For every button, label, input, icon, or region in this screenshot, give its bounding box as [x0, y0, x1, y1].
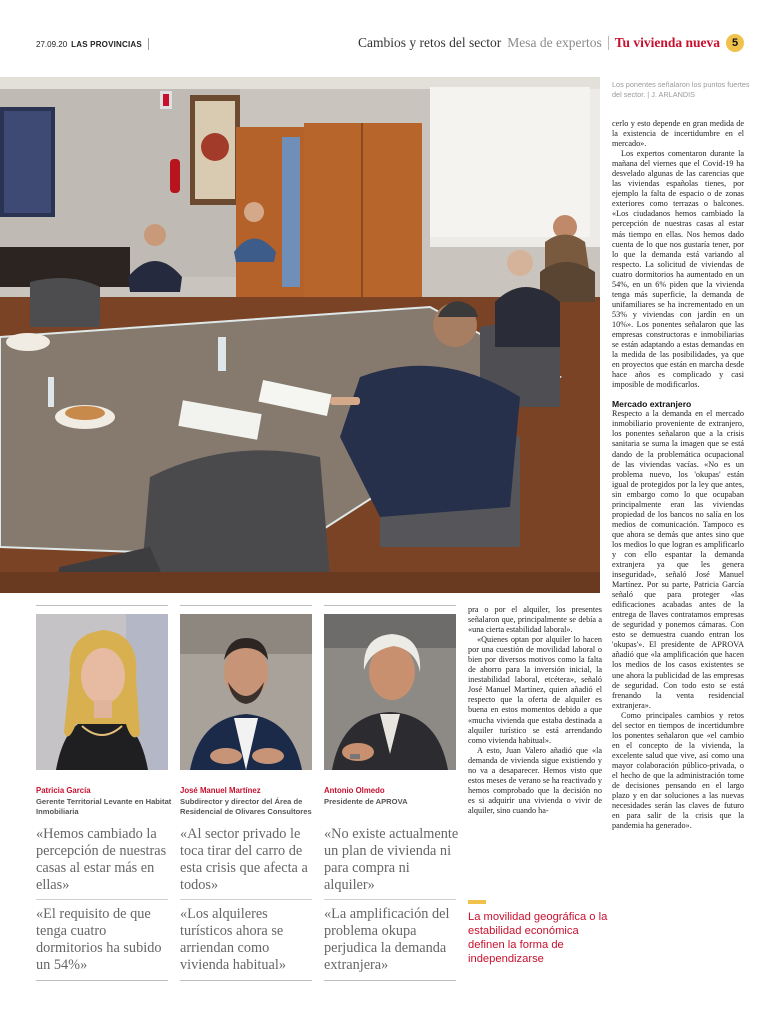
speaker-quote: «Hemos cambiado la percepción de nuestras casas al estar más en ellas»	[36, 826, 167, 893]
speaker-role: Subdirector y director del Área de Residencial de Olivares Consultores	[180, 797, 312, 816]
issue-date: 27.09.20	[36, 39, 68, 49]
speaker-quote: «Al sector privado le toca tirar del carro de esta crisis que afecta a todos»	[180, 826, 308, 893]
column-bottom-rule	[324, 980, 456, 981]
main-photo-meeting	[0, 77, 600, 593]
page-number: 5	[726, 34, 744, 52]
subsection-title: Mesa de expertos	[507, 35, 602, 50]
column-top-rule	[180, 605, 312, 606]
column-top-rule	[324, 605, 456, 606]
portrait-illustration	[36, 614, 168, 770]
quote-divider	[36, 899, 168, 900]
header-divider	[608, 36, 609, 50]
article-paragraph: pra o por el alquiler, los presentes señalaron que, principalmente se debía a «una cierta estabilidad laboral».	[468, 605, 602, 635]
article-paragraph: cerlo y esto depende en gran medida de la existencia de incertidumbre en el mercado».	[612, 119, 744, 149]
photo-credit: J. ARLANDIS	[651, 90, 696, 99]
column-top-rule	[36, 605, 168, 606]
photo-caption	[612, 80, 752, 100]
newspaper-name: LAS PROVINCIAS	[71, 39, 142, 49]
portrait-illustration	[324, 614, 456, 770]
supplement-title: Tu vivienda nueva	[614, 35, 720, 50]
section-title: Cambios y retos del sector	[358, 35, 502, 50]
page-header-left	[36, 38, 149, 50]
column-bottom-rule	[180, 980, 312, 981]
meeting-room-illustration	[0, 77, 600, 593]
portrait-patricia-garcia	[36, 614, 168, 770]
portrait-jose-manuel-martinez	[180, 614, 312, 770]
article-paragraph: Como principales cambios y retos del sector en tiempos de incertidumbre los ponentes señalaron que «el cambio en el concepto de la vivienda, la excelente salud que vive, así como una mayor colaboración público-privada, o el hecho de que la administración tome de decisiones pensando en el largo plazo y en dar soluciones a las nuevas necesidades serán las claves de futuro en para salir de la crisis que la pandemia ha generado».	[612, 710, 744, 831]
article-paragraph: A esto, Juan Valero añadió que «la demanda de vivienda sigue existiendo y no va a desaparecer. Hemos visto que estos meses de verano se ha reactivado y hemos comprobado que la decisión no es si adquirir una vivienda o vivir de alquiler, sino cuando ha-	[468, 745, 602, 815]
portrait-illustration	[180, 614, 312, 770]
caption-text: Los ponentes señalaron los puntos fuertes del sector.	[612, 80, 750, 99]
article-paragraph: Respecto a la demanda en el mercado inmobiliario proveniente de extranjero, los ponentes señalaron que a la crisis sanitaria se suma la imagen que se está dando de la problemática ocupacional de las viviendas vacías. «No es un problema nuevo, los 'okupas' están igual de protegidos por la ley que antes, sin embargo como lo que ocupaban principalmente eran las viviendas propiedad de los bancos no salía en los medios de comunicación. Tampoco es que ahora se demás que antes sino que los medios lo que logran es amplificarlo y con ello espantar la demanda extranjera ya que les genera inseguridad», señaló José Manuel Martínez. Por su parte, Patricia García señaló que para proteger «las edificaciones acabadas antes de la entrega de llaves contratamos empresas de seguridad y ponemos cámaras. Con esto se demuestra cuando entran los 'okupas'». El presidente de APROVA añadió que «la amplificación que hacen los medios de los casos existentes se une ahora la publicidad de las empresas de seguridad. Con todo esto se está frenando la venta residencial extranjera».	[612, 409, 744, 710]
speaker-name: Antonio Olmedo	[324, 786, 385, 795]
article-column-middle	[468, 605, 602, 816]
speaker-quote: «La amplificación del problema okupa perjudica la demanda extranjera»	[324, 906, 450, 973]
speaker-quote: «Los alquileres turísticos ahora se arriendan como vivienda habitual»	[180, 906, 287, 973]
speaker-name: Patricia García	[36, 786, 91, 795]
speaker-role: Gerente Territorial Levante en Habitat Inmobiliaria	[36, 797, 172, 816]
article-paragraph: «Quienes optan por alquiler lo hacen por una cuestión de movilidad laboral o bien por diversos motivos como la falta de ahorro para la inversión inicial, la inestabilidad laboral, etcétera», señaló José Manuel Martínez, quien añadió el respecto que la oferta de alquiler es buena en estos momentos debido a que «mucha vivienda que estaba destinada a alquiler turístico se está arrendando como vivienda habitual».	[468, 635, 602, 745]
header-divider	[148, 38, 149, 50]
article-paragraph: Los expertos comentaron durante la mañana del viernes que el Covid-19 ha desvelado algunas de las carencias que las viviendas españolas tienes, por ejemplo la falta de espacio o de zonas exteriores como terrazas o balcones. «Los ciudadanos hemos cambiado la percepción de nuestras casas al estar más tiempo en ellas. Nos hemos dado cuenta de lo que nos gustaría tener, por lo que la demanda está variando al respecto. La solicitud de viviendas de cuatro dormitorios ha aumentado en un 54%, en un 6% piden que la vivienda tenga más superficie, la demanda de unifamiliares se ha incrementado en un 53% y viviendas con jardín en un 10%». Los ponentes señalaron que las empresas constructoras e inmobiliarias se están adaptando a estas demandas en la medida de las posibilidades, ya que en proyectos que están en marcha desde hace años es complicado y casi imposible de modificarlos.	[612, 149, 744, 390]
speaker-name: José Manuel Martínez	[180, 786, 261, 795]
pull-quote-highlight: La movilidad geográfica o la estabilidad económica definen la forma de independizarse	[468, 911, 608, 965]
speaker-quote: «El requisito de que tenga cuatro dormitorios ha subido un 54%»	[36, 906, 162, 973]
column-bottom-rule	[36, 980, 168, 981]
article-subhead: Mercado extranjero	[612, 399, 692, 410]
caption-divider: |	[647, 90, 652, 99]
portrait-antonio-olmedo	[324, 614, 456, 770]
quote-divider	[324, 899, 456, 900]
highlight-accent-bar	[468, 900, 486, 904]
page-header-right	[358, 34, 744, 52]
speaker-quote: «No existe actualmente un plan de vivienda ni para compra ni alquiler»	[324, 826, 459, 893]
article-column-right	[612, 119, 744, 831]
quote-divider	[180, 899, 312, 900]
speaker-role: Presidente de APROVA	[324, 797, 408, 806]
